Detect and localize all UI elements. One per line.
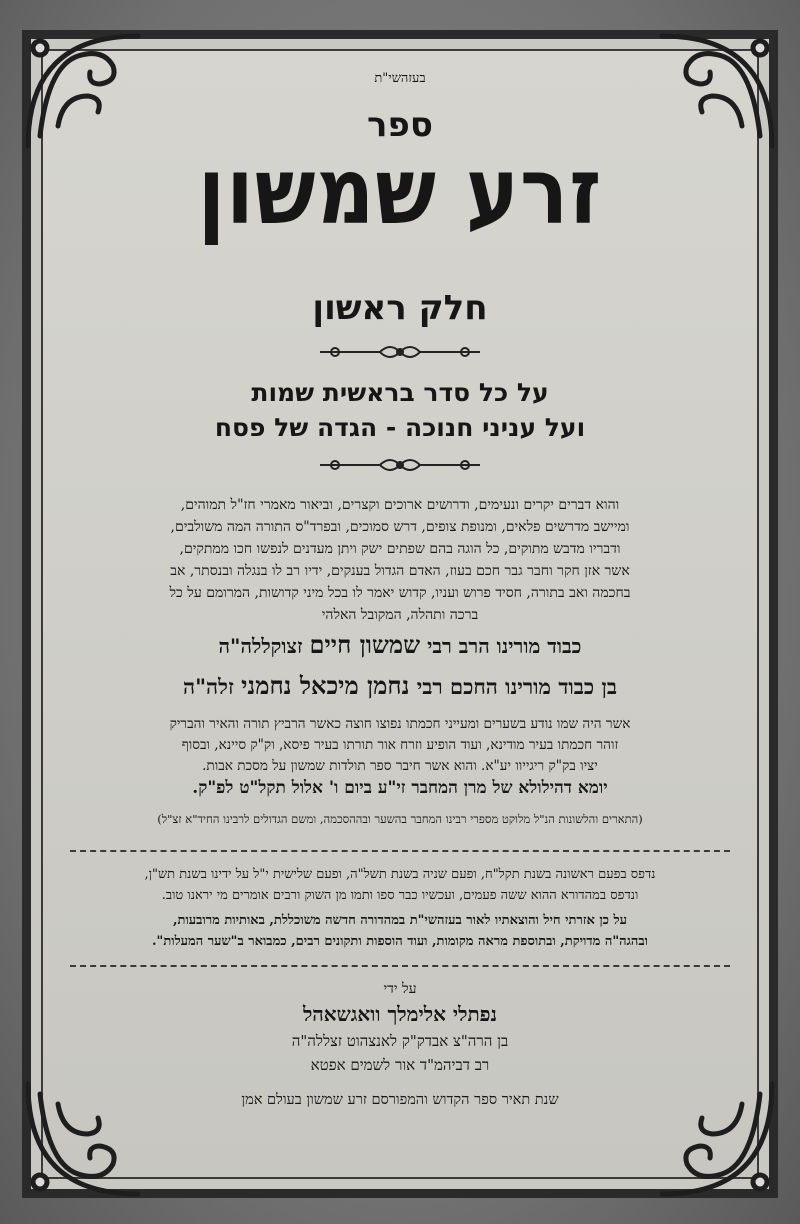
bio-line: אשר היה שמו נודע בשערים ומעייני חכמתו נפוצו חוצה כאשר הרביץ תורה והאיר והבריק xyxy=(169,716,631,732)
bio-paragraph xyxy=(85,714,715,777)
by-label: על ידי xyxy=(383,981,417,997)
printing-history xyxy=(85,864,715,906)
intro-line: ומיישב מדרשים פלאים, ומנופת צופים, דרש סמוכים, ובפרד"ס התורה המה משולבים, xyxy=(170,519,630,535)
divider-ornament-icon xyxy=(70,453,730,483)
father-honor-line: בן כבוד מורינו החכם רבי נחמן מיכאל נחמני זלה"ה xyxy=(183,671,617,700)
publisher-name: נפתלי אלימלך וואגשאהל xyxy=(302,1002,498,1026)
bio-line: זוהר חכמתו בעיר מודינא, ועוד הופיע וזרח אור תורתו בעיר פיסא, וק"ק סיינא, ובסוף xyxy=(181,737,619,753)
bio-line: יציו בק"ק ריגייוו יע"א. והוא אשר חיבר ספר תולדות שמשון על מסכת אבות. xyxy=(202,758,598,774)
divider-ornament-icon xyxy=(70,340,730,370)
publication-year: שנת תאיר ספר הקדוש והמפורסם זרע שמשון בעולם אמן xyxy=(241,1092,559,1108)
father-name: נחמן מיכאל נחמני xyxy=(241,671,410,700)
intro-line: והוא דברים יקרים ונעימים, ודרושים ארוכים וקצרים, וביאור מאמרי חז"ל תמוהים, xyxy=(180,497,620,513)
book-title: זרע שמשון xyxy=(197,137,603,245)
title-page-content xyxy=(70,60,730,1170)
edition-line: ובהגה"ה מדויקת, ובתוספת מראה מקומות, ועוד הוספות ותקונים רבים, כמבואר ב"שער המעלות". xyxy=(152,934,648,949)
printing-line: נדפס בפעם ראשונה בשנת תקל"ח, ופעם שניה בשנת תשל"ה, ופעם שלישית י"ל על ידינו בשנת תש"ן, xyxy=(144,867,656,882)
printing-line: ונדפס במהדורא ההוא ששה פעמים, ועכשיו כבר ספו ותמו מן השוק ורבים אומרים מי יראנו טוב. xyxy=(161,888,639,903)
publisher-lineage: בן הרה"צ אבדק"ק לאנצהוט זצללה"ה xyxy=(291,1032,509,1050)
intro-paragraph xyxy=(85,494,715,626)
bsd-header: בעזהשי"ת xyxy=(374,71,426,86)
subtitle-line-1: על כל סדר בראשית שמות xyxy=(251,378,549,407)
intro-line: ברכה ותהלה, המקובל האלהי xyxy=(321,607,479,623)
publisher-title: רב דביהמ"ד אור לשמים אפטא xyxy=(310,1056,490,1074)
new-edition-note xyxy=(85,910,715,952)
subtitle-line-2: ועל עניני חנוכה - הגדה של פסח xyxy=(214,413,586,442)
author-honor-line: כבוד מורינו הרב רבי שמשון חיים זצוקללה"ה xyxy=(218,630,582,659)
credits-note: (התארים והלשונות הנ"ל מלוקט מספרי רבינו המחבר בהשער ובההסכמה, ומשם הגדולים לרבינו החיד"א זצ"ל) xyxy=(157,812,643,826)
yahrzeit-line: יומא דהילולא של מרן המחבר זי"ע ביום ו' אלול תקל"ט לפ"ק. xyxy=(192,778,608,798)
dashed-divider xyxy=(70,850,730,852)
intro-line: אשר אזן חקר וחבר גבר חכם בעוז, האדם הגדול בענקים, ידיו רב לו בנגלה ובנסתר, אב xyxy=(170,563,630,579)
dashed-divider xyxy=(70,965,730,967)
edition-line: על כן אזרתי חיל והוצאתיו לאור בעזהשי"ת במהדורה חדשה משוכללת, באותיות מרובעות, xyxy=(173,913,627,928)
sefer-label: ספר xyxy=(367,105,433,145)
volume-label: חלק ראשון xyxy=(312,288,488,328)
intro-line: ודבריו מדבש מתוקים, כל הוגה בהם שפתים ישק ויתן מעדנים לנפשו חכו ממתקים, xyxy=(179,541,621,557)
author-name: שמשון חיים xyxy=(309,630,421,659)
intro-line: בחכמה ואב בתורה, חסיד פרוש ועניו, קדוש יאמר לו בכל מיני קדושות, המרומם על כל xyxy=(169,585,631,601)
